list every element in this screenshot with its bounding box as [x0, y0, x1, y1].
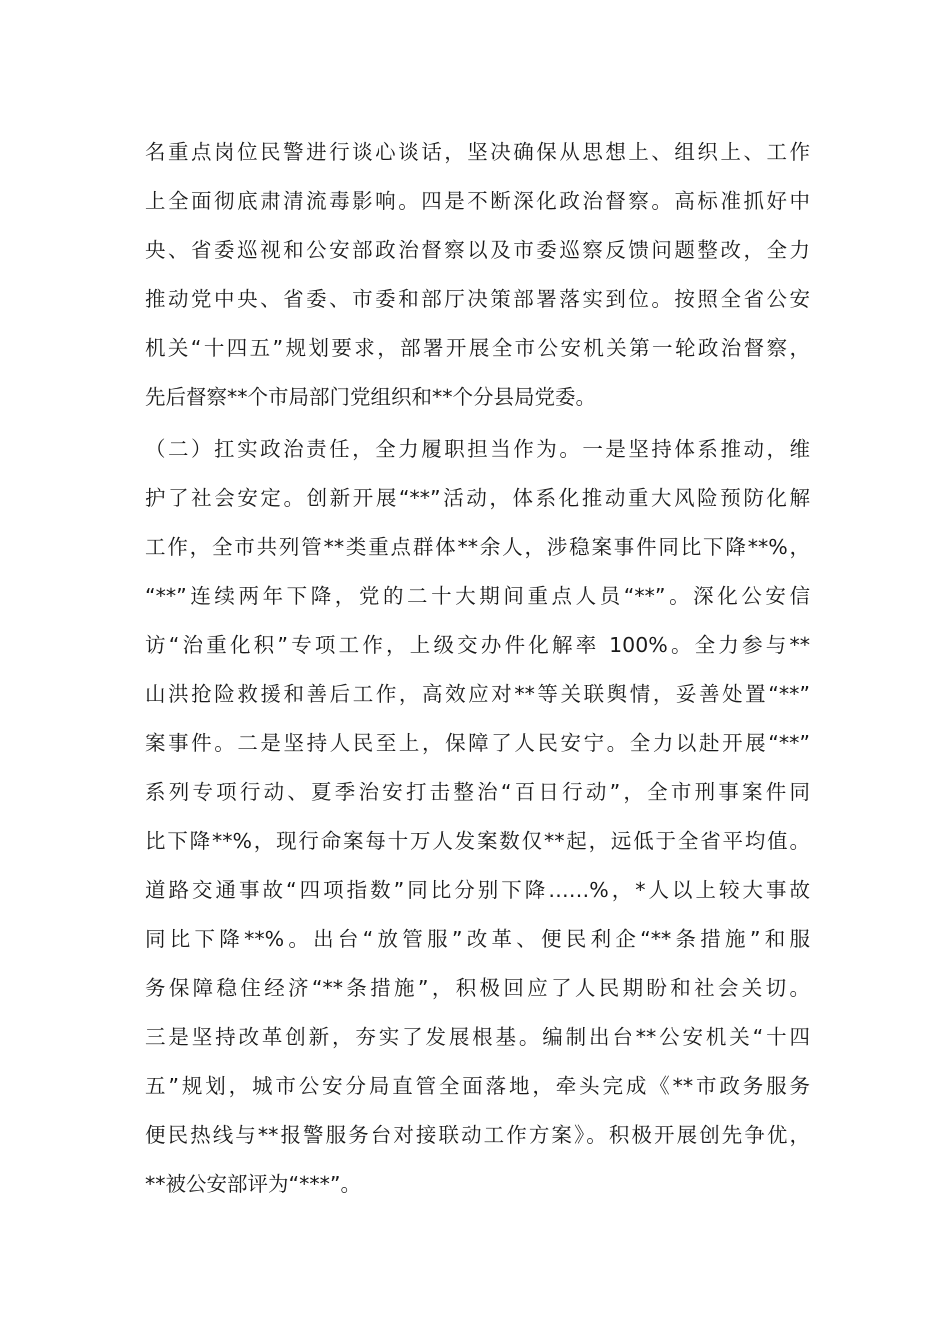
- text-line-16: 道路交通事故“四项指数”同比分别下降……%，*人以上较大事故: [145, 878, 810, 902]
- text-line-3: 央、省委巡视和公安部政治督察以及市委巡察反馈问题整改，全力: [145, 238, 810, 262]
- text-line-6: 先后督察**个市局部门党组织和**个分县局党委。: [145, 385, 596, 409]
- text-line-21: 便民热线与**报警服务台对接联动工作方案》。积极开展创先争优，: [145, 1123, 810, 1147]
- text-line-17: 同比下降**%。出台“放管服”改革、便民利企“**条措施”和服: [145, 927, 810, 951]
- text-line-7: （二）扛实政治责任，全力履职担当作为。一是坚持体系推动，维: [145, 437, 810, 461]
- text-line-22: **被公安部评为“***”。: [145, 1172, 361, 1196]
- text-line-2: 上全面彻底肃清流毒影响。四是不断深化政治督察。高标准抓好中: [145, 189, 810, 213]
- text-line-13: 案事件。二是坚持人民至上，保障了人民安宁。全力以赴开展“**”: [145, 731, 810, 755]
- text-line-4: 推动党中央、省委、市委和部厅决策部署落实到位。按照全省公安: [145, 287, 810, 311]
- text-line-1: 名重点岗位民警进行谈心谈话，坚决确保从思想上、组织上、工作: [145, 140, 810, 164]
- text-line-10: “**”连续两年下降，党的二十大期间重点人员“**”。深化公安信: [145, 584, 810, 608]
- text-line-19: 三是坚持改革创新，夯实了发展根基。编制出台**公安机关“十四: [145, 1025, 810, 1049]
- text-line-9: 工作，全市共列管**类重点群体**余人，涉稳案事件同比下降**%，: [145, 535, 810, 559]
- text-line-20: 五”规划，城市公安分局直管全面落地，牵头完成《**市政务服务: [145, 1074, 810, 1098]
- text-line-18: 务保障稳住经济“**条措施”，积极回应了人民期盼和社会关切。: [145, 976, 810, 1000]
- text-line-5: 机关“十四五”规划要求，部署开展全市公安机关第一轮政治督察，: [145, 336, 810, 360]
- text-line-12: 山洪抢险救援和善后工作，高效应对**等关联舆情，妥善处置“**”: [145, 682, 810, 706]
- text-line-11: 访“治重化积”专项工作，上级交办件化解率 100%。全力参与**: [145, 633, 810, 657]
- text-line-15: 比下降**%，现行命案每十万人发案数仅**起，远低于全省平均值。: [145, 829, 810, 853]
- text-line-8: 护了社会安定。创新开展“**”活动，体系化推动重大风险预防化解: [145, 486, 810, 510]
- text-line-14: 系列专项行动、夏季治安打击整治“百日行动”，全市刑事案件同: [145, 780, 810, 804]
